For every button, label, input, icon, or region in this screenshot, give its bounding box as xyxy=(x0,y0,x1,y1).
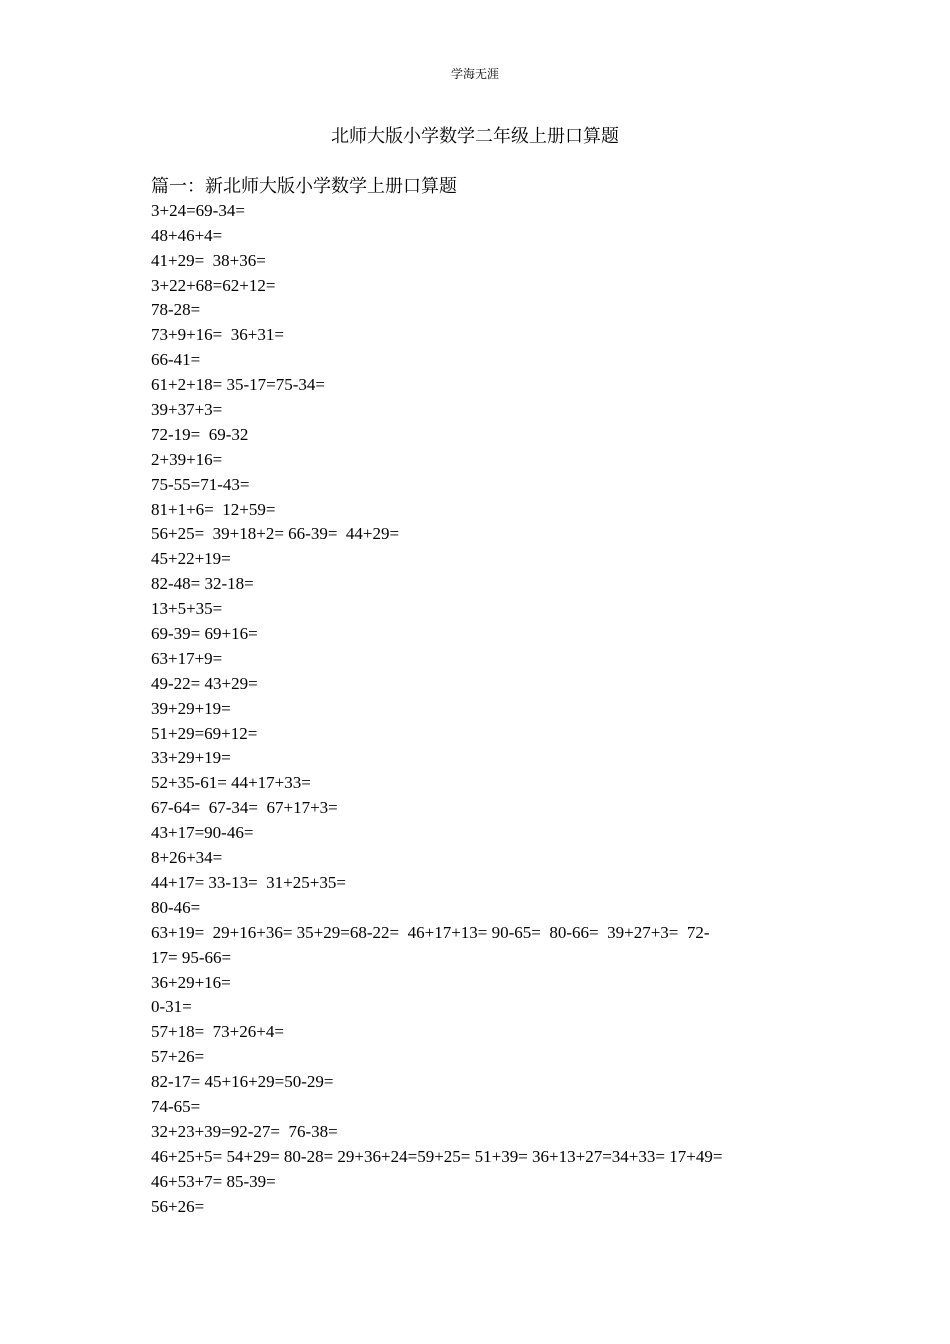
exercise-line: 0-31= xyxy=(151,997,192,1017)
exercise-line: 81+1+6= 12+59= xyxy=(151,499,276,519)
exercise-line: 75-55=71-43= xyxy=(151,474,250,494)
exercise-line: 73+9+16= 36+31= xyxy=(151,325,284,345)
exercise-line: 61+2+18= 35-17=75-34= xyxy=(151,375,326,395)
exercise-line: 2+39+16= xyxy=(151,449,223,469)
exercise-line: 51+29=69+12= xyxy=(151,723,258,743)
exercise-line: 43+17=90-46= xyxy=(151,823,254,843)
exercise-line: 78-28= xyxy=(151,300,201,320)
exercise-line: 32+23+39=92-27= 76-38= xyxy=(151,1121,338,1141)
document-title: 北师大版小学数学二年级上册口算题 xyxy=(331,126,619,146)
exercise-line: 56+26= xyxy=(151,1196,205,1216)
exercise-line: 13+5+35= xyxy=(151,599,223,619)
exercise-line: 39+29+19= xyxy=(151,698,231,718)
exercise-line: 17= 95-66= xyxy=(151,947,232,967)
exercise-line: 82-17= 45+16+29=50-29= xyxy=(151,1072,334,1092)
exercise-line: 39+37+3= xyxy=(151,400,223,420)
exercise-line: 46+53+7= 85-39= xyxy=(151,1171,276,1191)
document-body xyxy=(151,174,811,1219)
exercise-line: 80-46= xyxy=(151,897,201,917)
exercise-line: 46+25+5= 54+29= 80-28= 29+36+24=59+25= 51+39= 36+13+27=34+33= 17+49= xyxy=(151,1146,723,1166)
running-header: 学海无涯 xyxy=(450,67,499,81)
exercise-line: 57+26= xyxy=(151,1047,205,1067)
exercise-line: 8+26+34= xyxy=(151,848,223,868)
exercise-line: 67-64= 67-34= 67+17+3= xyxy=(151,798,338,818)
exercise-line: 33+29+19= xyxy=(151,748,231,768)
exercise-line: 57+18= 73+26+4= xyxy=(151,1022,284,1042)
exercise-line: 48+46+4= xyxy=(151,225,223,245)
exercise-line: 44+17= 33-13= 31+25+35= xyxy=(151,872,346,892)
exercise-line: 3+22+68=62+12= xyxy=(151,275,276,295)
exercise-line: 74-65= xyxy=(151,1096,201,1116)
exercise-line: 56+25= 39+18+2= 66-39= 44+29= xyxy=(151,524,400,544)
exercise-line: 3+24=69-34= xyxy=(151,200,245,220)
exercise-line: 45+22+19= xyxy=(151,549,231,569)
exercise-line: 49-22= 43+29= xyxy=(151,673,258,693)
section-heading: 篇一：新北师大版小学数学上册口算题 xyxy=(151,176,457,196)
exercise-line: 63+19= 29+16+36= 35+29=68-22= 46+17+13= 90-65= 80-66= 39+27+3= 72- xyxy=(151,922,710,942)
exercise-line: 41+29= 38+36= xyxy=(151,250,266,270)
exercise-line: 69-39= 69+16= xyxy=(151,624,258,644)
exercise-line: 66-41= xyxy=(151,350,201,370)
exercise-line: 82-48= 32-18= xyxy=(151,574,254,594)
exercise-line: 52+35-61= 44+17+33= xyxy=(151,773,311,793)
exercise-line: 72-19= 69-32 xyxy=(151,424,249,444)
exercise-line: 36+29+16= xyxy=(151,972,231,992)
exercise-line: 63+17+9= xyxy=(151,648,223,668)
